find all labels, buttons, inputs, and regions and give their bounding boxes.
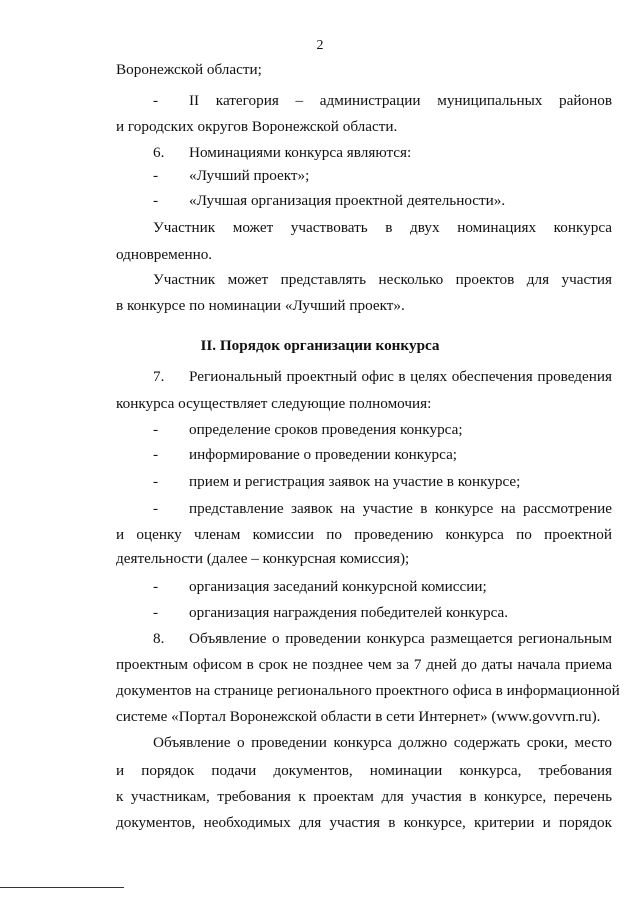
list-marker: 7. — [153, 368, 165, 385]
list-marker: - — [153, 446, 159, 463]
list-marker: - — [153, 192, 159, 209]
text-line: документов, необходимых для участия в конкурсе, критерии и порядок — [116, 814, 612, 831]
list-marker: 6. — [153, 144, 165, 161]
list-marker: - — [153, 473, 159, 490]
text-line: проектным офисом в срок не позднее чем за 7 дней до даты начала приема — [116, 656, 612, 673]
text-line: Объявление о проведении конкурса должно содержать сроки, место — [153, 734, 612, 751]
list-marker: - — [153, 500, 159, 517]
list-item-text: «Лучший проект»; — [189, 167, 310, 184]
text-line: Воронежской области; — [116, 61, 262, 78]
footnote-rule — [0, 887, 124, 888]
text-line: и оценку членам комиссии по проведению конкурса по проектной — [116, 526, 612, 543]
list-item-text: Региональный проектный офис в целях обеспечения проведения — [189, 368, 612, 385]
list-item-text: Объявление о проведении конкурса размещается региональным — [189, 630, 612, 647]
list-marker: - — [153, 167, 159, 184]
text-line: конкурса осуществляет следующие полномочия: — [116, 395, 432, 412]
section-heading: II. Порядок организации конкурса — [200, 337, 440, 354]
page-number: 2 — [316, 38, 324, 53]
list-marker: 8. — [153, 630, 165, 647]
list-item-text: прием и регистрация заявок на участие в конкурсе; — [189, 473, 521, 490]
list-item-text: информирование о проведении конкурса; — [189, 446, 458, 463]
list-item-text: организация заседаний конкурсной комиссии; — [189, 578, 487, 595]
text-line: к участникам, требования к проектам для участия в конкурсе, перечень — [116, 788, 612, 805]
list-item-text: II категория – администрации муниципальных районов — [189, 92, 612, 109]
text-line: и порядок подачи документов, номинации конкурса, требования — [116, 762, 612, 779]
text-line: в конкурсе по номинации «Лучший проект». — [116, 297, 405, 314]
list-item-text: представление заявок на участие в конкурсе на рассмотрение — [189, 500, 612, 517]
list-item-text: организация награждения победителей конкурса. — [189, 604, 509, 621]
text-line: деятельности (далее – конкурсная комиссия); — [116, 550, 410, 567]
list-marker: - — [153, 604, 159, 621]
list-item-text: «Лучшая организация проектной деятельности». — [189, 192, 506, 209]
text-line: документов на странице регионального проектного офиса в информационной — [116, 682, 620, 699]
list-marker: - — [153, 421, 159, 438]
list-item-text: определение сроков проведения конкурса; — [189, 421, 463, 438]
text-line: Участник может участвовать в двух номинациях конкурса — [153, 219, 612, 236]
list-item-text: Номинациями конкурса являются: — [189, 144, 412, 161]
text-line: Участник может представлять несколько проектов для участия — [153, 271, 612, 288]
text-line: и городских округов Воронежской области. — [116, 118, 398, 135]
list-marker: - — [153, 92, 159, 109]
text-line: одновременно. — [116, 246, 213, 263]
list-marker: - — [153, 578, 159, 595]
text-line: системе «Портал Воронежской области в сети Интернет» (www.govvrn.ru). — [116, 708, 601, 725]
